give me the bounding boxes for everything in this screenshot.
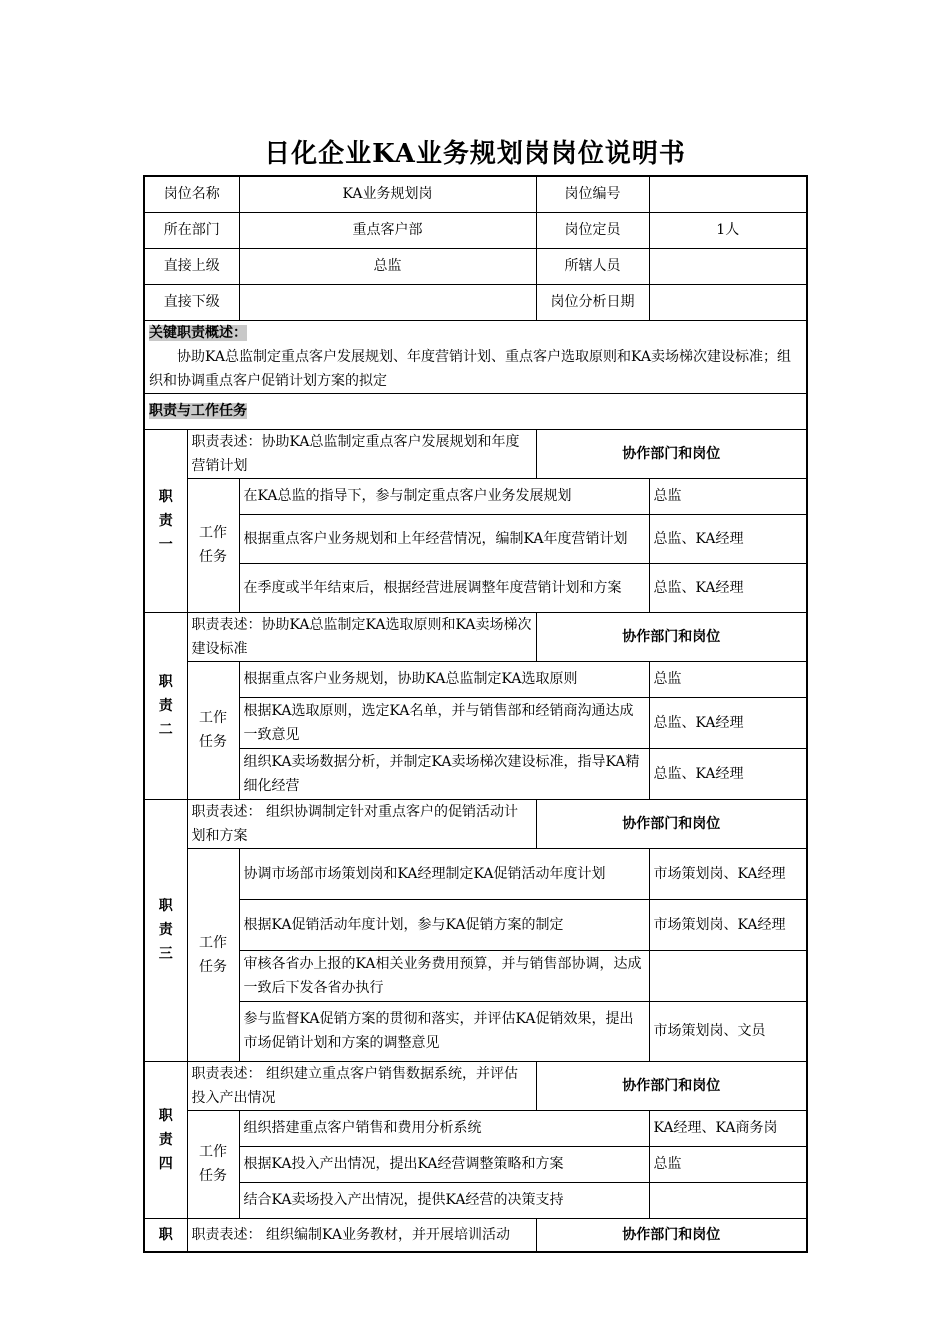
- duty-1-task-3-collab: 总监、KA经理: [649, 563, 807, 612]
- duty-1-collab-header: 协作部门和岗位: [536, 429, 807, 478]
- document-title: 日化企业KA业务规划岗岗位说明书: [264, 139, 686, 169]
- duty-1-task-1-collab: 总监: [649, 478, 807, 514]
- headcount-label: 岗位定员: [536, 212, 649, 248]
- analysis-date-label: 岗位分析日期: [536, 284, 649, 320]
- duty-5-statement: 职责表述： 组织编制KA业务教材，并开展培训活动: [187, 1218, 536, 1252]
- duty-3-task-2: 根据KA促销活动年度计划，参与KA促销方案的制定: [239, 899, 649, 950]
- duty-4-name: 职责四: [158, 1107, 173, 1172]
- duty-1-task-2-collab: 总监、KA经理: [649, 514, 807, 563]
- duty-3-task-3-collab: [649, 950, 807, 1001]
- position-name-label: 岗位名称: [144, 176, 239, 212]
- duty-2-statement: 职责表述：协助KA总监制定KA选取原则和KA卖场梯次建设标准: [187, 612, 536, 661]
- duty-2-task-label: [187, 661, 239, 799]
- duty-4-task-3-collab: [649, 1182, 807, 1218]
- position-name-value: KA业务规划岗: [239, 176, 536, 212]
- duty-4-task-1: 组织搭建重点客户销售和费用分析系统: [239, 1110, 649, 1146]
- duty-3-task-1: 协调市场部市场策划岗和KA经理制定KA促销活动年度计划: [239, 848, 649, 899]
- duty-4-task-2: 根据KA投入产出情况，提出KA经营调整策略和方案: [239, 1146, 649, 1182]
- dept-value: 重点客户部: [239, 212, 536, 248]
- duty-2-name: 职责二: [158, 673, 173, 738]
- duty-2-collab-header: 协作部门和岗位: [536, 612, 807, 661]
- duty-2-task-1: 根据重点客户业务规划，协助KA总监制定KA选取原则: [239, 661, 649, 697]
- duties-header: 职责与工作任务: [149, 403, 247, 419]
- duty-3-task-4: 参与监督KA促销方案的贯彻和落实，并评估KA促销效果，提出市场促销计划和方案的调整意见: [239, 1001, 649, 1061]
- duty-2-task-2-collab: 总监、KA经理: [649, 697, 807, 748]
- duty-3-task-4-collab: 市场策划岗、文员: [649, 1001, 807, 1061]
- duty-1-name: 职责一: [158, 488, 173, 553]
- duty-5-collab-header: 协作部门和岗位: [536, 1218, 807, 1252]
- subordinates-label: 所辖人员: [536, 248, 649, 284]
- duty-1-task-label: [187, 478, 239, 612]
- duty-2-task-1-collab: 总监: [649, 661, 807, 697]
- duty-1-label: [144, 429, 187, 612]
- task-label-text: 工作任务: [199, 710, 227, 750]
- duty-4-label: [144, 1061, 187, 1218]
- duty-1-task-3: 在季度或半年结束后，根据经营进展调整年度营销计划和方案: [239, 563, 649, 612]
- duty-4-task-3: 结合KA卖场投入产出情况，提供KA经营的决策支持: [239, 1182, 649, 1218]
- duty-3-statement: 职责表述： 组织协调制定针对重点客户的促销活动计划和方案: [187, 799, 536, 848]
- duty-3-name: 职责三: [158, 898, 173, 962]
- duty-1-task-1: 在KA总监的指导下，参与制定重点客户业务发展规划: [239, 478, 649, 514]
- analysis-date-value: [649, 284, 807, 320]
- duty-2-task-3: 组织KA卖场数据分析，并制定KA卖场梯次建设标准，指导KA精细化经营: [239, 748, 649, 799]
- duty-2-label: [144, 612, 187, 799]
- job-description-table: [143, 175, 808, 1253]
- position-no-label: 岗位编号: [536, 176, 649, 212]
- duty-1-task-2: 根据重点客户业务规划和上年经营情况，编制KA年度营销计划: [239, 514, 649, 563]
- task-label-text: 工作任务: [199, 934, 227, 975]
- duty-5-label: 职: [144, 1218, 187, 1252]
- task-label-text: 工作任务: [199, 1144, 227, 1184]
- duty-2-task-3-collab: 总监、KA经理: [649, 748, 807, 799]
- duty-4-statement: 职责表述： 组织建立重点客户销售数据系统，并评估投入产出情况: [187, 1061, 536, 1110]
- duty-4-task-2-collab: 总监: [649, 1146, 807, 1182]
- duty-3-task-3: 审核各省办上报的KA相关业务费用预算，并与销售部协调，达成一致后下发各省办执行: [239, 950, 649, 1001]
- duties-header-cell: [144, 393, 807, 429]
- duty-4-task-1-collab: KA经理、KA商务岗: [649, 1110, 807, 1146]
- direct-sub-value: [239, 284, 536, 320]
- superior-label: 直接上级: [144, 248, 239, 284]
- duty-1-statement: 职责表述：协助KA总监制定重点客户发展规划和年度营销计划: [187, 429, 536, 478]
- duty-3-task-1-collab: 市场策划岗、KA经理: [649, 848, 807, 899]
- task-label-text: 工作任务: [199, 525, 227, 565]
- duty-3-task-2-collab: 市场策划岗、KA经理: [649, 899, 807, 950]
- headcount-value: 1人: [649, 212, 807, 248]
- duty-4-task-label: [187, 1110, 239, 1218]
- position-no-value: [649, 176, 807, 212]
- summary-cell: [144, 320, 807, 393]
- superior-value: 总监: [239, 248, 536, 284]
- summary-text: 协助KA总监制定重点客户发展规划、年度营销计划、重点客户选取原则和KA卖场梯次建设标准；组织和协调重点客户促销计划方案的拟定: [149, 348, 792, 389]
- summary-label: 关键职责概述：: [149, 324, 247, 341]
- duty-3-collab-header: 协作部门和岗位: [536, 799, 807, 848]
- dept-label: 所在部门: [144, 212, 239, 248]
- duty-2-task-2: 根据KA选取原则，选定KA名单，并与销售部和经销商沟通达成一致意见: [239, 697, 649, 748]
- duty-3-task-label: [187, 848, 239, 1061]
- duty-3-label: [144, 799, 187, 1061]
- subordinates-value: [649, 248, 807, 284]
- duty-4-collab-header: 协作部门和岗位: [536, 1061, 807, 1110]
- direct-sub-label: 直接下级: [144, 284, 239, 320]
